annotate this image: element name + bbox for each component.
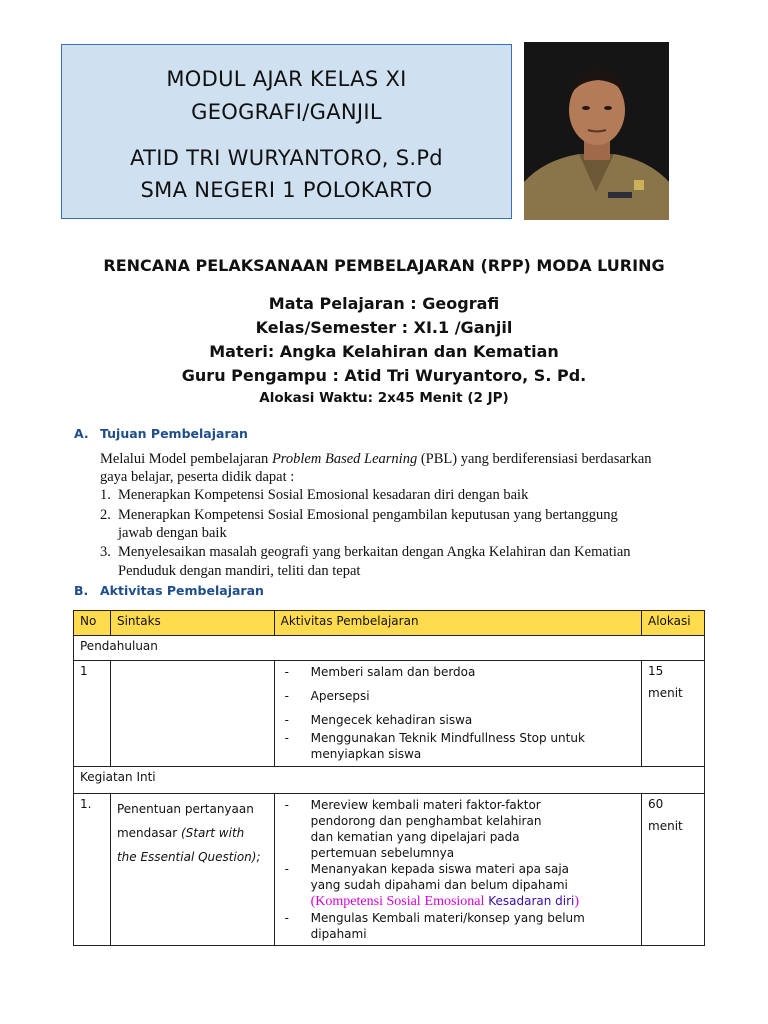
row2-alokasi [642,794,705,946]
section-a-intro-line-2: gaya belajar, peserta didik dapat : [100,469,295,485]
row2-no: 1. [74,794,111,946]
row1-alokasi-num: 15 [648,664,664,678]
row1-alokasi-unit: menit [648,686,683,700]
table-row-phase [74,636,705,661]
header-sintaks: Sintaks [110,611,274,636]
act2-competency-1: (Kompetensi Sosial [310,894,421,909]
row2-alokasi-unit: menit [648,819,683,833]
table-row [74,661,705,767]
list-item: - Menggunakan Teknik Mindfullness Stop untuk menyiapkan siswa [281,730,635,762]
sintaks-italic-2: the Essential Question); [116,850,261,864]
document-heading: RENCANA PELAKSANAAN PEMBELAJARAN (RPP) MODA LURING [103,256,665,275]
banner-line-2: GEOGRAFI/GANJIL [191,100,382,124]
section-b-letter: B. [74,583,89,598]
list-item: - Apersepsi [281,688,635,704]
header-no: No [74,611,111,636]
row2-activities [274,794,641,946]
goal-text-2-line-2: jawab dengan baik [118,525,227,541]
goal-number-2: 2. [100,507,111,523]
banner-line-4: SMA NEGERI 1 POLOKARTO [140,178,433,202]
row2-sintaks [110,794,274,946]
phase-pendahuluan: Pendahuluan [74,636,705,661]
section-a-letter: A. [74,426,89,441]
activities-table [73,610,705,946]
list-item: - Mengecek kehadiran siswa [281,712,635,728]
banner-line-3: ATID TRI WURYANTORO, S.Pd [130,146,443,170]
goal-text-3-line-1: Menyelesaikan masalah geografi yang berkaitan dengan Angka Kelahiran dan Kematian [118,544,631,560]
meta-subject: Mata Pelajaran : Geografi [268,294,500,313]
teacher-photo [524,42,669,220]
list-item: - Mengulas Kembali materi/konsep yang belum dipahami [281,910,635,942]
row1-activities [274,661,641,767]
meta-topic: Materi: Angka Kelahiran dan Kematian [209,342,559,361]
sintaks-italic-1: (Start with [180,826,245,840]
act2-self-awareness: Kesadaran diri [484,894,575,908]
meta-class: Kelas/Semester : XI.1 /Ganjil [255,318,513,337]
list-item: - Mereview kembali materi faktor-faktor pendorong dan penghambat kelahiran dan kematian yang dipelajari pada pertemuan sebelumnya [281,797,635,861]
goal-number-3: 3. [100,544,111,560]
table-row [74,794,705,946]
act2-text: Menanyakan kepada siswa materi apa saja yang sudah dipahami dan belum dipahami [310,862,570,892]
goal-text-1: Menerapkan Kompetensi Sosial Emosional kesadaran diri dengan baik [118,487,529,503]
sintaks-text-2: mendasar [116,826,181,840]
banner-line-1: MODUL AJAR KELAS XI [166,67,407,91]
goal-text-3-line-2: Penduduk dengan mandiri, teliti dan tepat [118,563,361,579]
row2-alokasi-num: 60 [648,797,664,811]
table-row-phase [74,767,705,794]
intro-text-2: (PBL) yang berdiferensiasi berdasarkan [417,451,652,467]
table-header-row [74,611,705,636]
act2-competency-2: Emosional [424,894,485,909]
meta-teacher: Guru Pengampu : Atid Tri Wuryantoro, S. Pd. [181,366,587,385]
row1-sintaks [110,661,274,767]
title-banner [61,44,512,219]
header-alokasi: Alokasi [642,611,705,636]
phase-kegiatan-inti: Kegiatan Inti [74,767,705,794]
list-item: - Memberi salam dan berdoa [281,664,635,680]
row1-no: 1 [74,661,111,767]
section-a-intro [100,451,652,468]
sintaks-text-1: Penentuan pertanyaan [116,802,254,816]
header-aktivitas: Aktivitas Pembelajaran [274,611,641,636]
meta-time-allocation: Alokasi Waktu: 2x45 Menit (2 JP) [259,390,509,406]
section-a-title: Tujuan Pembelajaran [100,426,248,441]
goal-number-1: 1. [100,487,111,503]
goal-text-2-line-1: Menerapkan Kompetensi Sosial Emosional pengambilan keputusan yang bertanggung [118,507,618,523]
row1-alokasi [642,661,705,767]
intro-model-name: Problem Based Learning [271,451,418,467]
act2-close: ) [574,894,580,909]
section-a-heading [74,426,248,441]
intro-text-1: Melalui Model pembelajaran [100,451,272,467]
list-item [281,861,635,910]
section-b-heading [74,583,264,598]
section-b-title: Aktivitas Pembelajaran [100,583,264,598]
